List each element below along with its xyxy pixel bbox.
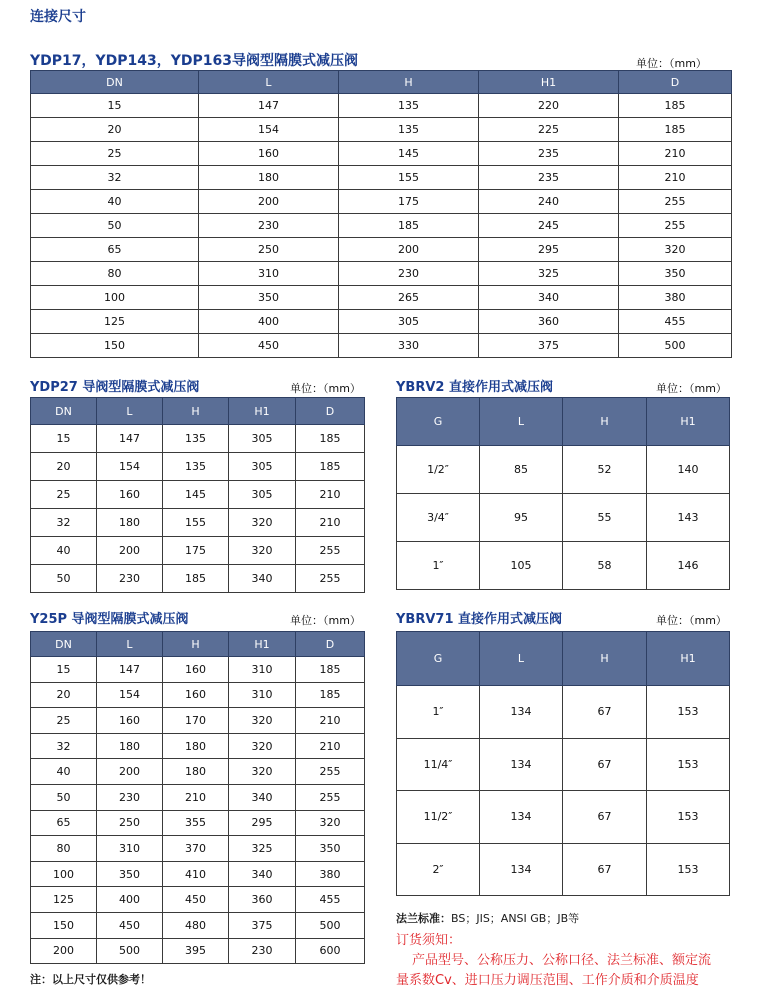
table-cell: 500 [619,334,732,358]
table-cell: 125 [31,310,199,334]
table-cell: 330 [339,334,479,358]
table-cell: 150 [31,912,97,938]
table-cell: 160 [97,708,163,734]
order-line-2: 量系数Cv、进口压力调压范围、工作介质和介质温度 [396,973,699,988]
table-cell: 325 [479,262,619,286]
table-cell: 147 [199,94,339,118]
table-cell: 105 [480,542,563,590]
table-cell: 500 [97,938,163,964]
table-cell: 320 [229,537,296,565]
table-cell: 450 [199,334,339,358]
table-cell: 305 [229,481,296,509]
y25p-header-row [31,632,365,657]
table-cell: 20 [31,453,97,481]
table-cell: 25 [31,481,97,509]
table-row [31,759,365,785]
table-cell: 146 [647,542,730,590]
table-cell: 255 [296,784,365,810]
table-row [31,887,365,913]
table-cell: 155 [339,166,479,190]
table-row [31,733,365,759]
table-row [31,286,732,310]
table-cell: 255 [619,214,732,238]
ydp27-unit: 单位：（mm） [290,382,361,395]
table-cell: 210 [619,142,732,166]
table-row [397,791,730,844]
table-cell: 380 [619,286,732,310]
table-cell: 153 [647,843,730,896]
table-cell: 375 [479,334,619,358]
table-cell: 25 [31,142,199,166]
table-cell: 67 [563,843,647,896]
table-cell: 50 [31,214,199,238]
table-cell: 125 [31,887,97,913]
table-cell: 40 [31,759,97,785]
ybrv71-column-header: H [563,632,647,686]
table-cell: 100 [31,286,199,310]
table-row [31,912,365,938]
table-row [31,657,365,683]
ybrv71-title: YBRV71 直接作用式减压阀 [396,612,563,627]
table-cell: 230 [97,784,163,810]
table-cell: 145 [163,481,229,509]
order-title: 订货须知： [396,933,462,948]
table-cell: 185 [619,118,732,142]
table-cell: 255 [619,190,732,214]
table-row [31,481,365,509]
table-row [31,810,365,836]
table-cell: 95 [480,494,563,542]
table-cell: 67 [563,686,647,739]
table-cell: 135 [163,453,229,481]
table-cell: 305 [229,425,296,453]
table-cell: 11/2″ [397,791,480,844]
table-cell: 160 [97,481,163,509]
ybrv71-column-header: L [480,632,563,686]
table-cell: 200 [339,238,479,262]
table-cell: 1″ [397,542,480,590]
ybrv2-column-header: H [563,398,647,446]
ybrv71-header-row [397,632,730,686]
table-row [397,686,730,739]
table-cell: 200 [97,537,163,565]
table-cell: 67 [563,791,647,844]
table-cell: 325 [229,836,296,862]
table-cell: 147 [97,425,163,453]
table-cell: 80 [31,836,97,862]
table-cell: 185 [339,214,479,238]
ydp27-column-header: H1 [229,398,296,425]
table-cell: 400 [97,887,163,913]
table-row [31,861,365,887]
table-cell: 355 [163,810,229,836]
table-cell: 153 [647,738,730,791]
table-cell: 255 [296,759,365,785]
table-cell: 350 [97,861,163,887]
table-cell: 310 [229,682,296,708]
table-cell: 160 [199,142,339,166]
table-cell: 600 [296,938,365,964]
table-cell: 350 [296,836,365,862]
table-cell: 135 [339,94,479,118]
table-cell: 350 [199,286,339,310]
table-cell: 134 [480,686,563,739]
table-cell: 185 [163,565,229,593]
ybrv2-table [396,397,730,590]
table-cell: 25 [31,708,97,734]
table-cell: 230 [339,262,479,286]
table-cell: 200 [97,759,163,785]
ydp17-column-header: DN [31,71,199,94]
ydp17-title: YDP17，YDP143，YDP163导阀型隔膜式减压阀 [30,53,358,69]
table-cell: 134 [480,791,563,844]
table-cell: 180 [97,733,163,759]
table-row [397,843,730,896]
table-cell: 400 [199,310,339,334]
table-cell: 154 [97,682,163,708]
table-cell: 15 [31,657,97,683]
table-cell: 500 [296,912,365,938]
table-cell: 80 [31,262,199,286]
table-cell: 245 [479,214,619,238]
table-cell: 210 [163,784,229,810]
table-cell: 230 [199,214,339,238]
table-row [31,784,365,810]
y25p-column-header: L [97,632,163,657]
table-cell: 15 [31,425,97,453]
ydp27-table [30,397,365,593]
table-cell: 135 [339,118,479,142]
table-cell: 220 [479,94,619,118]
table-cell: 154 [199,118,339,142]
table-cell: 450 [163,887,229,913]
table-cell: 235 [479,166,619,190]
table-cell: 85 [480,446,563,494]
table-row [397,542,730,590]
table-cell: 67 [563,738,647,791]
ybrv2-title: YBRV2 直接作用式减压阀 [396,380,553,395]
table-cell: 58 [563,542,647,590]
table-cell: 180 [97,509,163,537]
table-cell: 180 [163,733,229,759]
table-cell: 20 [31,682,97,708]
ydp17-column-header: L [199,71,339,94]
table-cell: 52 [563,446,647,494]
table-cell: 150 [31,334,199,358]
table-cell: 32 [31,509,97,537]
table-row [31,190,732,214]
table-cell: 185 [296,657,365,683]
table-cell: 235 [479,142,619,166]
table-cell: 185 [619,94,732,118]
table-cell: 135 [163,425,229,453]
table-cell: 32 [31,166,199,190]
table-cell: 50 [31,565,97,593]
ybrv2-unit: 单位：（mm） [656,382,727,395]
table-cell: 40 [31,537,97,565]
ybrv71-column-header: H1 [647,632,730,686]
table-cell: 255 [296,565,365,593]
table-cell: 375 [229,912,296,938]
table-cell: 380 [296,861,365,887]
table-cell: 3/4″ [397,494,480,542]
table-row [31,94,732,118]
table-cell: 160 [163,657,229,683]
table-cell: 153 [647,791,730,844]
y25p-column-header: H [163,632,229,657]
table-cell: 1/2″ [397,446,480,494]
table-cell: 395 [163,938,229,964]
flange-standard [396,910,579,926]
table-row [31,509,365,537]
table-row [31,238,732,262]
ybrv2-column-header: L [480,398,563,446]
table-row [397,738,730,791]
table-cell: 320 [229,708,296,734]
table-cell: 15 [31,94,199,118]
table-cell: 32 [31,733,97,759]
page-title: 连接尺寸 [30,9,86,25]
ydp27-header-row [31,398,365,425]
table-cell: 250 [199,238,339,262]
table-cell: 2″ [397,843,480,896]
table-cell: 295 [479,238,619,262]
table-cell: 320 [229,759,296,785]
table-cell: 170 [163,708,229,734]
table-row [31,425,365,453]
table-cell: 154 [97,453,163,481]
order-line-1: 产品型号、公称压力、公称口径、法兰标准、额定流 [412,953,712,968]
table-cell: 340 [479,286,619,310]
table-cell: 450 [97,912,163,938]
table-cell: 65 [31,810,97,836]
table-cell: 65 [31,238,199,262]
table-cell: 320 [229,733,296,759]
table-cell: 143 [647,494,730,542]
table-row [397,446,730,494]
table-cell: 455 [619,310,732,334]
table-cell: 185 [296,682,365,708]
table-cell: 175 [339,190,479,214]
ydp17-header-row [31,71,732,94]
table-cell: 100 [31,861,97,887]
y25p-unit: 单位：（mm） [290,614,361,627]
table-cell: 175 [163,537,229,565]
table-cell: 295 [229,810,296,836]
ydp17-column-header: H1 [479,71,619,94]
table-cell: 140 [647,446,730,494]
ydp27-column-header: D [296,398,365,425]
table-cell: 210 [296,481,365,509]
table-row [31,118,732,142]
table-row [31,142,732,166]
table-cell: 55 [563,494,647,542]
table-cell: 225 [479,118,619,142]
table-cell: 153 [647,686,730,739]
table-cell: 255 [296,537,365,565]
table-cell: 40 [31,190,199,214]
table-cell: 180 [163,759,229,785]
table-cell: 210 [296,708,365,734]
table-cell: 20 [31,118,199,142]
table-cell: 410 [163,861,229,887]
table-cell: 230 [97,565,163,593]
table-cell: 340 [229,565,296,593]
ydp17-column-header: D [619,71,732,94]
table-cell: 320 [296,810,365,836]
table-cell: 180 [199,166,339,190]
table-cell: 480 [163,912,229,938]
table-cell: 265 [339,286,479,310]
table-cell: 370 [163,836,229,862]
table-row [31,453,365,481]
table-cell: 185 [296,453,365,481]
ydp27-column-header: DN [31,398,97,425]
ydp17-unit: 单位：（mm） [636,57,707,70]
ybrv2-column-header: G [397,398,480,446]
table-cell: 360 [229,887,296,913]
y25p-column-header: DN [31,632,97,657]
table-cell: 320 [619,238,732,262]
y25p-table [30,631,365,964]
table-cell: 340 [229,861,296,887]
table-cell: 210 [296,733,365,759]
ydp27-title: YDP27 导阀型隔膜式减压阀 [30,380,200,395]
table-row [31,214,732,238]
ybrv71-unit: 单位：（mm） [656,614,727,627]
table-cell: 160 [163,682,229,708]
ydp17-table [30,70,732,358]
ybrv2-column-header: H1 [647,398,730,446]
table-cell: 200 [199,190,339,214]
table-row [31,938,365,964]
table-cell: 230 [229,938,296,964]
table-cell: 1″ [397,686,480,739]
table-cell: 310 [229,657,296,683]
ybrv71-column-header: G [397,632,480,686]
table-row [31,166,732,190]
table-cell: 310 [199,262,339,286]
footnote [30,971,151,987]
table-cell: 11/4″ [397,738,480,791]
table-cell: 147 [97,657,163,683]
table-row [31,334,732,358]
table-cell: 210 [619,166,732,190]
table-cell: 134 [480,738,563,791]
table-cell: 200 [31,938,97,964]
flange-value: BS；JIS；ANSI GB；JB等 [451,912,580,925]
footnote-text: 注：以上尺寸仅供参考！ [30,973,151,986]
table-cell: 134 [480,843,563,896]
table-cell: 305 [339,310,479,334]
table-row [397,494,730,542]
table-cell: 360 [479,310,619,334]
table-row [31,262,732,286]
table-cell: 210 [296,509,365,537]
table-row [31,565,365,593]
table-cell: 240 [479,190,619,214]
table-cell: 50 [31,784,97,810]
y25p-column-header: H1 [229,632,296,657]
table-row [31,310,732,334]
table-row [31,682,365,708]
ydp17-column-header: H [339,71,479,94]
table-cell: 320 [229,509,296,537]
table-cell: 305 [229,453,296,481]
table-cell: 340 [229,784,296,810]
table-cell: 350 [619,262,732,286]
flange-label: 法兰标准： [396,912,451,925]
table-cell: 310 [97,836,163,862]
table-cell: 250 [97,810,163,836]
table-row [31,537,365,565]
table-row [31,836,365,862]
table-cell: 145 [339,142,479,166]
table-cell: 455 [296,887,365,913]
ybrv71-table [396,631,730,896]
table-cell: 155 [163,509,229,537]
table-row [31,708,365,734]
y25p-title: Y25P 导阀型隔膜式减压阀 [30,612,189,627]
y25p-column-header: D [296,632,365,657]
ydp27-column-header: H [163,398,229,425]
ybrv2-header-row [397,398,730,446]
table-cell: 185 [296,425,365,453]
ydp27-column-header: L [97,398,163,425]
